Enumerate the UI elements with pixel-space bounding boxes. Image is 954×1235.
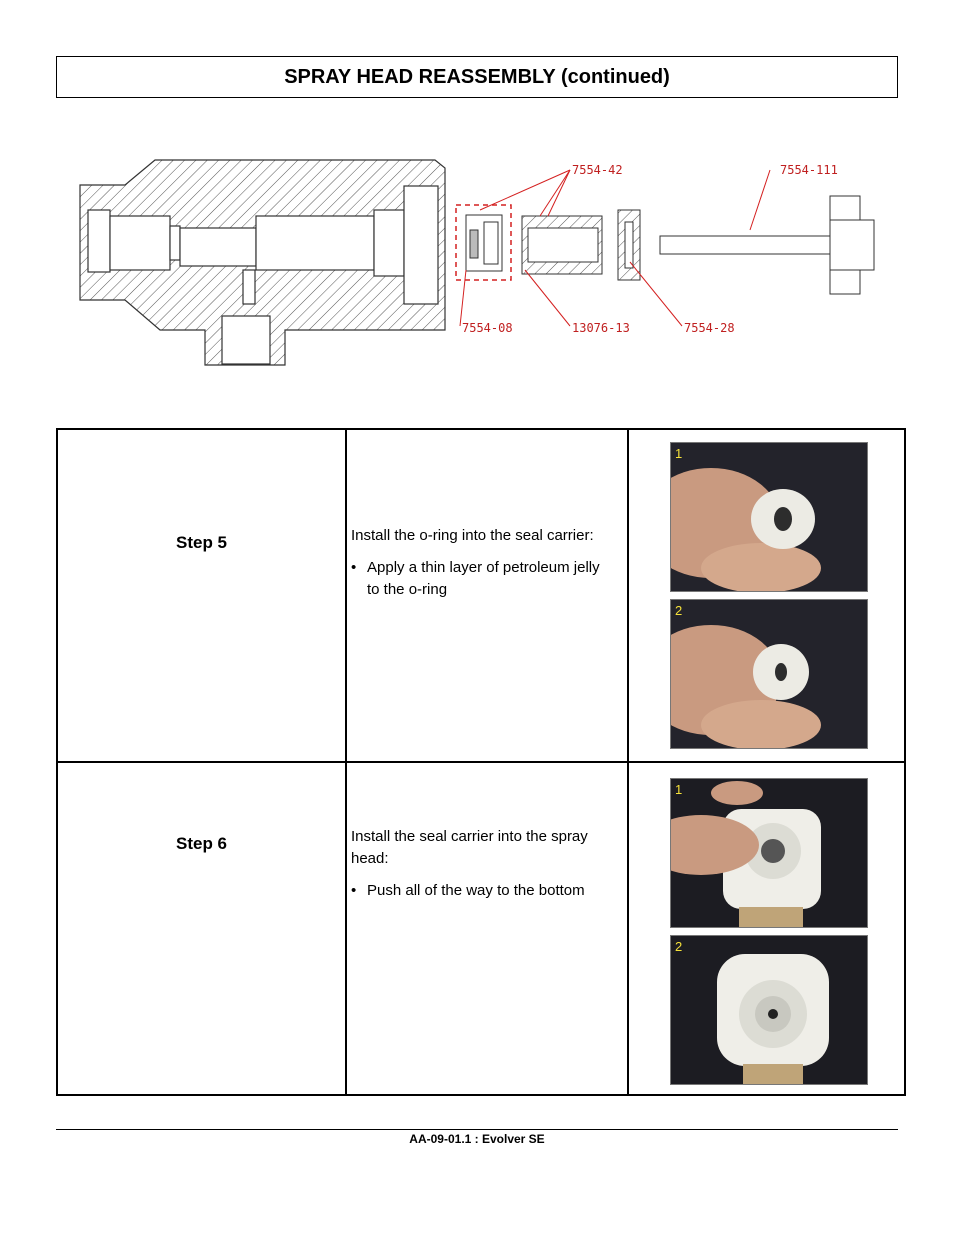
photo-number: 2 — [675, 939, 683, 954]
step-row — [57, 762, 905, 1095]
part-label-7554-111: 7554-111 — [780, 163, 838, 177]
exploded-parts-diagram — [70, 150, 890, 380]
step-label: Step 6 — [175, 834, 228, 853]
steps-table — [56, 428, 906, 1096]
inserting-seal-carrier-image — [671, 779, 867, 927]
hand-holding-seal-carrier-image — [671, 443, 867, 591]
step-label: Step 5 — [175, 533, 228, 552]
step-bullet-text: Push all of the way to the bottom — [367, 882, 585, 899]
part-label-7554-08: 7554-08 — [462, 321, 513, 335]
page-title-box — [56, 56, 898, 98]
step-instruction: Install the o-ring into the seal carrier: — [351, 527, 594, 544]
footer-rule — [56, 1129, 898, 1130]
step-instruction: Install the seal carrier into the spray head: — [351, 828, 588, 867]
spray-head-body-section — [80, 160, 445, 365]
page-title: SPRAY HEAD REASSEMBLY (continued) — [284, 65, 670, 88]
photo-number: 1 — [675, 446, 683, 461]
sleeve-part — [522, 216, 602, 274]
step-label-cell — [57, 429, 346, 762]
step-photos-cell — [628, 429, 905, 762]
seal-carrier-part — [466, 215, 502, 271]
step-row — [57, 429, 905, 762]
bullet-icon: • — [351, 882, 357, 899]
step-photos-cell — [628, 762, 905, 1095]
part-label-7554-42: 7554-42 — [572, 163, 623, 177]
step-label-cell — [57, 762, 346, 1095]
step-photo — [670, 935, 868, 1085]
step-bullet — [351, 557, 613, 601]
step-description-cell — [346, 429, 628, 762]
spray-head-installed-image — [671, 936, 867, 1084]
step-bullet-text: Apply a thin layer of petroleum jelly to the o-ring — [367, 559, 600, 598]
photo-number: 2 — [675, 603, 683, 618]
photo-number: 1 — [675, 782, 683, 797]
step-bullet — [351, 880, 613, 902]
part-label-7554-28: 7554-28 — [684, 321, 735, 335]
hand-holding-seal-carrier-image — [671, 600, 867, 748]
part-label-13076-13: 13076-13 — [572, 321, 630, 335]
step-photo — [670, 599, 868, 749]
step-photo — [670, 442, 868, 592]
bullet-icon: • — [351, 559, 357, 576]
nozzle-stem-part — [660, 196, 874, 294]
footer-document-id: AA-09-01.1 : Evolver SE — [409, 1132, 545, 1146]
step-description-cell — [346, 762, 628, 1095]
step-photo — [670, 778, 868, 928]
